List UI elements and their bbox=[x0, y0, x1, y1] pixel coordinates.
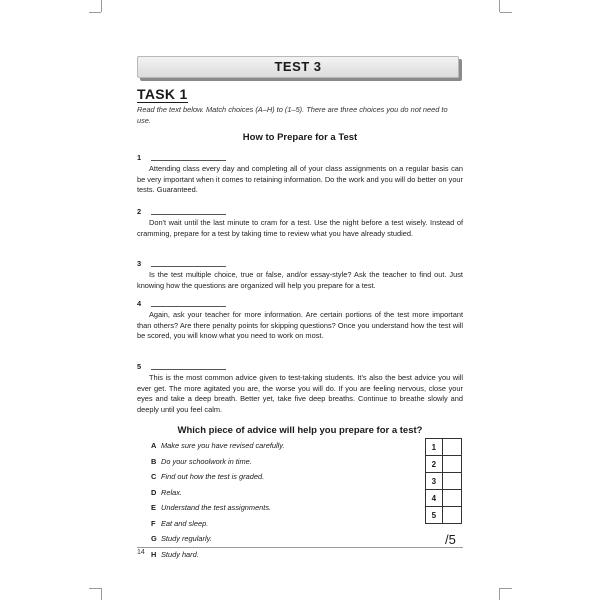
answer-number: 3 bbox=[426, 473, 443, 490]
crop-mark bbox=[89, 588, 101, 589]
item-number: 3 bbox=[137, 259, 142, 268]
choice-text: Do your schoolwork in time. bbox=[161, 456, 252, 466]
answer-number: 5 bbox=[426, 507, 443, 524]
item-number: 1 bbox=[137, 153, 142, 162]
choice-item bbox=[151, 440, 391, 452]
choice-letter: C bbox=[151, 472, 157, 481]
item-number: 2 bbox=[137, 207, 142, 216]
answer-number: 2 bbox=[426, 456, 443, 473]
item-paragraph: Is the test multiple choice, true or false, and/or essay-style? Ask the teacher to find out. Just knowing how the questions are organized will help you prepare for a test. bbox=[137, 270, 463, 290]
item-paragraph: Again, ask your teacher for more information. Are certain portions of the test more important than others? Are there penalty points for skipping questions? Once you understand how the test will be scored, you will know what you need to work on most. bbox=[137, 310, 463, 341]
choice-letter: B bbox=[151, 456, 157, 466]
answer-blank[interactable] bbox=[151, 160, 226, 161]
choice-letter: A bbox=[151, 441, 157, 450]
choice-item bbox=[151, 518, 391, 530]
crop-mark bbox=[499, 0, 500, 12]
choice-text: Understand the test assignments. bbox=[161, 503, 272, 512]
answer-box[interactable] bbox=[442, 490, 461, 507]
text-title: How to Prepare for a Test bbox=[242, 132, 358, 143]
choice-item bbox=[151, 549, 391, 561]
score-field bbox=[426, 532, 466, 548]
choice-text: Eat and sleep. bbox=[161, 518, 209, 528]
answer-row bbox=[426, 439, 462, 456]
item-number: 5 bbox=[137, 362, 142, 371]
answer-grid bbox=[425, 438, 462, 524]
choice-item bbox=[151, 487, 391, 499]
answer-box[interactable] bbox=[442, 439, 461, 456]
crop-mark bbox=[89, 12, 101, 13]
choice-letter: F bbox=[151, 518, 156, 528]
choice-letter: E bbox=[151, 503, 156, 512]
score-slash: / bbox=[445, 532, 449, 547]
crop-mark bbox=[499, 588, 500, 600]
answer-row bbox=[426, 507, 462, 524]
choice-text: Study regularly. bbox=[161, 534, 212, 543]
answer-number: 4 bbox=[426, 490, 443, 507]
choice-item bbox=[151, 502, 391, 514]
answer-number: 1 bbox=[426, 439, 443, 456]
choice-text: Find out how the test is graded. bbox=[161, 472, 265, 481]
choice-letter: H bbox=[151, 549, 157, 559]
choice-item bbox=[151, 533, 391, 545]
choice-item bbox=[151, 456, 391, 468]
page-number: 14 bbox=[137, 549, 145, 556]
answer-blank[interactable] bbox=[151, 369, 226, 370]
crop-mark bbox=[101, 0, 102, 12]
crop-mark bbox=[500, 12, 512, 13]
answer-box[interactable] bbox=[442, 456, 461, 473]
item-paragraph: This is the most common advice given to test-taking students. It's also the best advice you will ever get. The more agitated you are, the worse you will do. If you are feeling nervous, close your eyes and take a deep breath. Better yet, take five deep breaths. Continue to breathe slowly and deeply until you feel calm. bbox=[137, 373, 463, 414]
footer-divider bbox=[137, 547, 463, 548]
answer-blank[interactable] bbox=[151, 214, 226, 215]
answer-blank[interactable] bbox=[151, 266, 226, 267]
answer-row bbox=[426, 490, 462, 507]
task-instructions: Read the text below. Match choices (A–H) to (1–5). There are three choices you do not need to use. bbox=[137, 105, 448, 125]
answer-blank[interactable] bbox=[151, 306, 226, 307]
choice-letter: D bbox=[151, 487, 157, 497]
answer-box[interactable] bbox=[442, 473, 461, 490]
question-heading: Which piece of advice will help you prepare for a test? bbox=[177, 425, 423, 436]
choice-text: Study hard. bbox=[161, 549, 199, 559]
crop-mark bbox=[101, 588, 102, 600]
item-paragraph: Attending class every day and completing all of your class assignments on a regular basis can be very important when it comes to retaining information. Do the work and you will do better on your tests. Guaranteed. bbox=[137, 164, 463, 195]
choice-letter: G bbox=[151, 534, 157, 543]
choice-text: Make sure you have revised carefully. bbox=[161, 441, 285, 450]
answer-row bbox=[426, 473, 462, 490]
item-number: 4 bbox=[137, 299, 142, 308]
choice-text: Relax. bbox=[161, 487, 182, 497]
task-title: TASK 1 bbox=[137, 86, 188, 102]
crop-mark bbox=[500, 588, 512, 589]
answer-row bbox=[426, 456, 462, 473]
answer-box[interactable] bbox=[442, 507, 461, 524]
test-banner: TEST 3 bbox=[137, 56, 459, 78]
worksheet-page bbox=[137, 40, 463, 580]
item-paragraph: Don't wait until the last minute to cram for a test. Use the night before a test wisely. Instead of cramming, prepare for a test by taking time to review what you have already studied. bbox=[137, 218, 463, 238]
score-total: 5 bbox=[448, 532, 456, 547]
choice-item bbox=[151, 471, 391, 483]
